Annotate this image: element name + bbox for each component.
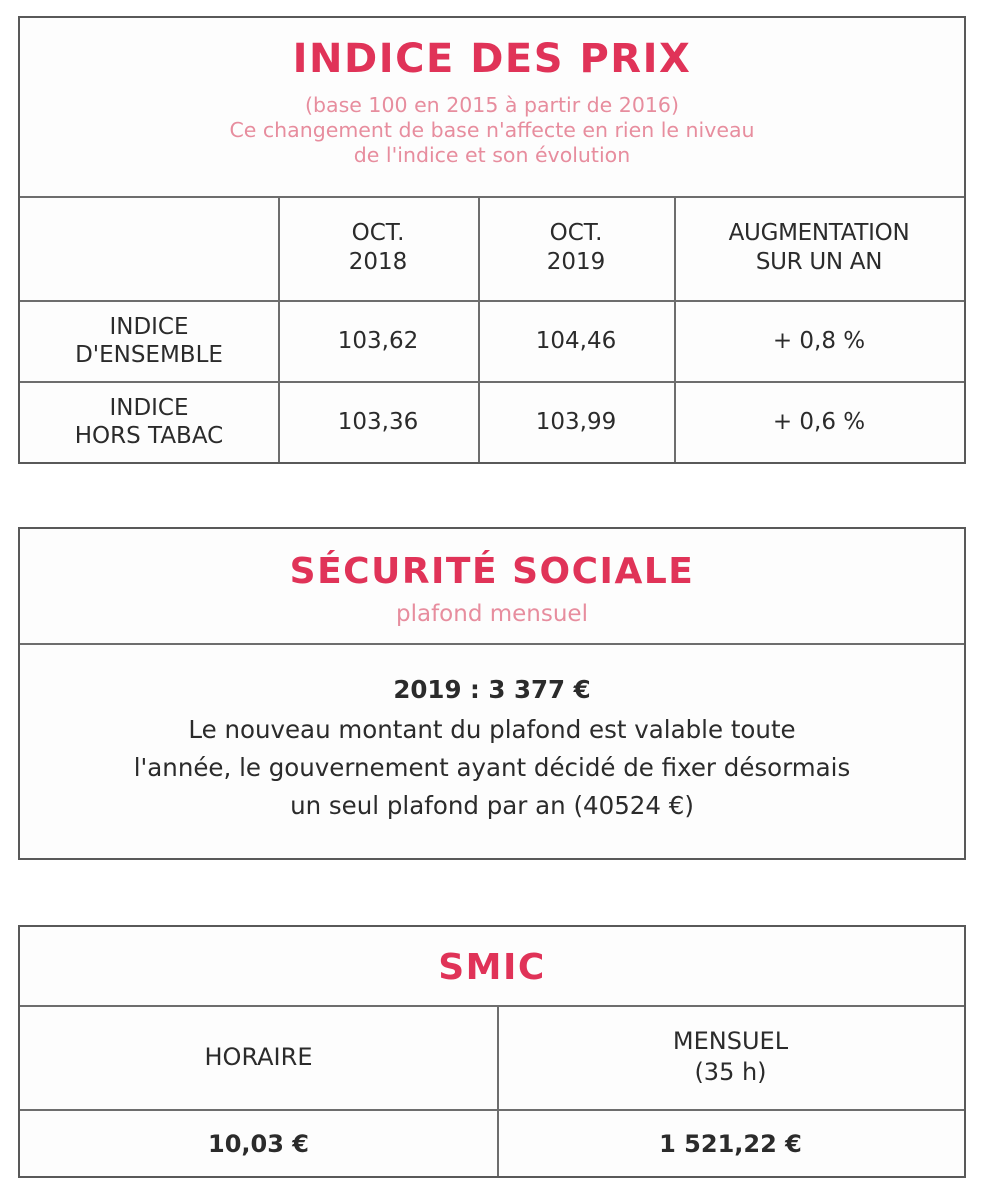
securite-sociale-body-line-3: un seul plafond par an (40524 €) [290, 791, 694, 820]
smic-header-cell-horaire: HORAIRE [204, 1042, 313, 1071]
securite-sociale-divider [20, 643, 964, 645]
page-title-smic: SMIC [438, 947, 546, 988]
cell-augmentation-value: + 0,6 % [772, 408, 866, 435]
header-oct-2019-line-2: 2019 [546, 249, 606, 275]
header-augmentation-line-2: SUR UN AN [755, 249, 883, 275]
page-title-securite-sociale: SÉCURITÉ SOCIALE [289, 551, 695, 592]
row-label-line-2: D'ENSEMBLE [75, 341, 223, 368]
table-row [20, 300, 964, 381]
indice-des-prix-block [18, 16, 966, 464]
securite-sociale-block [18, 527, 966, 860]
row-label-line-1: INDICE [109, 394, 189, 421]
indice-prix-subtitle [20, 93, 964, 168]
table-header-row [20, 196, 964, 300]
indice-prix-header-area [20, 18, 964, 196]
securite-sociale-body-line-1: Le nouveau montant du plafond est valable toute [188, 715, 796, 744]
table-header-cell-oct-2018 [278, 196, 478, 300]
smic-header-mensuel-line-2: (35 h) [694, 1058, 767, 1086]
page-title-indice-des-prix: INDICE DES PRIX [292, 36, 692, 82]
row-label-line-2: HORS TABAC [74, 422, 224, 449]
row-label-indice-hors-tabac [20, 381, 278, 462]
smic-cell-horaire-value: 10,03 € [208, 1129, 309, 1158]
indice-prix-subtitle-line-1: (base 100 en 2015 à partir de 2016) [305, 93, 679, 117]
smic-block [18, 925, 966, 1178]
table-header-cell-oct-2019 [478, 196, 674, 300]
row-label-line-1: INDICE [109, 313, 189, 340]
securite-sociale-body [44, 671, 940, 825]
indice-prix-table [20, 196, 964, 462]
smic-header-cell-mensuel [497, 1005, 964, 1109]
cell-oct-2018-value: 103,36 [337, 408, 419, 435]
cell-oct-2019-value: 103,99 [535, 408, 617, 435]
smic-table-row [20, 1109, 964, 1178]
smic-cell-mensuel-value: 1 521,22 € [659, 1129, 802, 1158]
securite-sociale-subtitle: plafond mensuel [396, 601, 588, 627]
indice-prix-subtitle-line-3: de l'indice et son évolution [353, 143, 631, 167]
smic-header-row [20, 1005, 964, 1109]
cell-oct-2018-value: 103,62 [337, 327, 419, 354]
smic-header-mensuel-line-1: MENSUEL [672, 1027, 789, 1055]
row-label-indice-ensemble [20, 300, 278, 381]
table-row [20, 381, 964, 462]
header-oct-2019-line-1: OCT. [549, 220, 603, 246]
cell-augmentation-value: + 0,8 % [772, 327, 866, 354]
header-augmentation-line-1: AUGMENTATION [728, 220, 910, 246]
table-header-cell-augmentation [674, 196, 964, 300]
securite-sociale-amount: 2019 : 3 377 € [393, 675, 591, 704]
header-oct-2018-line-2: 2018 [348, 249, 408, 275]
cell-oct-2019-value: 104,46 [535, 327, 617, 354]
securite-sociale-body-line-2: l'année, le gouvernement ayant décidé de fixer désormais [133, 753, 851, 782]
table-header-cell-blank [20, 196, 278, 300]
header-oct-2018-line-1: OCT. [351, 220, 405, 246]
indice-prix-subtitle-line-2: Ce changement de base n'affecte en rien le niveau [229, 118, 755, 142]
